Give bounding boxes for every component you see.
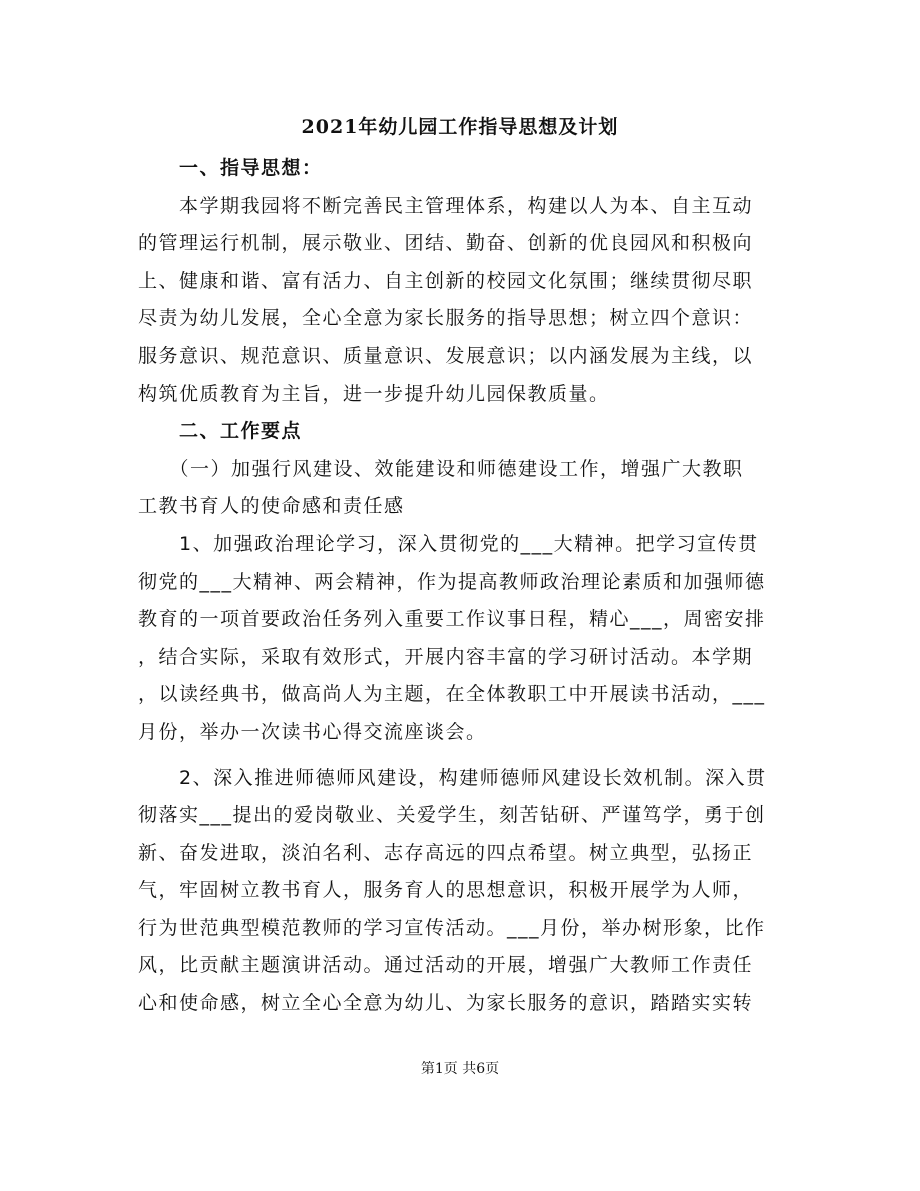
text-line: 1、加强政治理论学习，深入贯彻党的___大精神。把学习宣传贯 bbox=[138, 532, 759, 555]
text-line: 教育的一项首要政治任务列入重要工作议事日程，精心___，周密安排 bbox=[138, 608, 766, 631]
text-line: 2、深入推进师德师风建设，构建师德师风建设长效机制。深入贯 bbox=[138, 766, 767, 789]
text-line: 行为世范典型模范教师的学习宣传活动。___月份，举办树形象，比作 bbox=[138, 916, 766, 939]
text-line: 尽责为幼儿发展，全心全意为家长服务的指导思想；树立四个意识： bbox=[138, 307, 754, 330]
text-line: 风，比贡献主题演讲活动。通过活动的开展，增强广大教师工作责任 bbox=[138, 954, 754, 977]
page-footer: 第1页 共6页 bbox=[420, 1061, 500, 1077]
paragraph-gap bbox=[138, 752, 780, 760]
document-body bbox=[138, 150, 780, 1023]
text-line: ，结合实际，采取有效形式，开展内容丰富的学习研讨活动。本学期 bbox=[138, 645, 754, 668]
text-line: 彻落实___提出的爱岗敬业、关爱学生，刻苦钻研、严谨笃学，勇于创 bbox=[138, 804, 766, 827]
text-line: 气，牢固树立教书育人，服务育人的思想意识，积极开展学为人师， bbox=[138, 879, 754, 902]
text-line: 月份，举办一次读书心得交流座谈会。 bbox=[138, 720, 487, 743]
text-line: 服务意识、规范意识、质量意识、发展意识；以内涵发展为主线，以 bbox=[138, 344, 754, 367]
text-line: ，以读经典书，做高尚人为主题，在全体教职工中开展读书活动，___ bbox=[138, 683, 766, 706]
section-heading: 二、工作要点 bbox=[138, 420, 303, 443]
text-line: （一）加强行风建设、效能建设和师德建设工作，增强广大教职 bbox=[138, 457, 744, 480]
text-line: 工教书育人的使命感和责任感 bbox=[138, 495, 405, 518]
text-line: 构筑优质教育为主旨，进一步提升幼儿园保教质量。 bbox=[138, 382, 610, 405]
text-line: 本学期我园将不断完善民主管理体系，构建以人为本、自主互动 bbox=[138, 194, 754, 217]
text-line: 心和使命感，树立全心全意为幼儿、为家长服务的意识，踏踏实实转 bbox=[138, 992, 754, 1015]
text-line: 上、健康和谐、富有活力、自主创新的校园文化氛围；继续贯彻尽职 bbox=[138, 269, 754, 292]
section-heading: 一、指导思想： bbox=[138, 157, 323, 179]
text-line: 新、奋发进取，淡泊名利、志存高远的四点希望。树立典型，弘扬正 bbox=[138, 841, 754, 864]
document-title: 2021年幼儿园工作指导思想及计划 bbox=[301, 116, 619, 138]
text-line: 彻党的___大精神、两会精神，作为提高教师政治理论素质和加强师德 bbox=[138, 570, 766, 593]
text-line: 的管理运行机制，展示敬业、团结、勤奋、创新的优良园风和积极向 bbox=[138, 232, 754, 255]
